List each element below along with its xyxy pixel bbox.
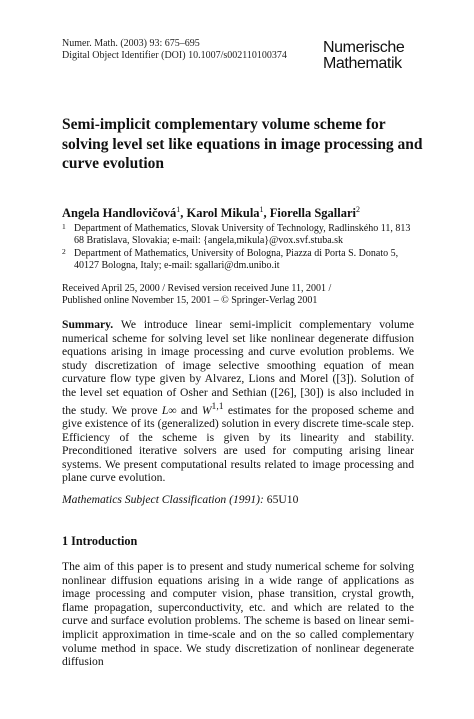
paper-title: Semi-implicit complementary volume scheme for solving level set like equations in image processing and curve evolution bbox=[62, 116, 423, 172]
author-name: Fiorella Sgallari bbox=[269, 206, 357, 221]
sobolev-symbol: W bbox=[201, 403, 212, 417]
msc-label: Mathematics Subject Classification (1991): bbox=[62, 493, 264, 506]
affiliation-number: 1 bbox=[62, 222, 66, 231]
affiliation bbox=[62, 248, 422, 272]
author-affiliation-mark: 2 bbox=[356, 205, 361, 214]
summary-paragraph bbox=[62, 318, 414, 485]
intro-paragraph: The aim of this paper is to present and study numerical scheme for solving nonlinear diffusion equations arising in a wide range of applications as image processing and computer vision, phase transition, crystal growth, flame propagation, superconductivity, etc. and which are related to the curve and surface evolution problems. The scheme is based on linear semi-implicit approximation in time-scale and on the so called complementary volume method in space. We study discretization of nonlinear degenerate diffusion bbox=[62, 560, 414, 669]
journal-header bbox=[62, 38, 287, 62]
logo-line-1: Numerische bbox=[323, 39, 405, 56]
author-affiliation-mark: 1 bbox=[176, 205, 181, 214]
affiliation-text: Department of Mathematics, Slovak University of Technology, Radlinského 11, 813 68 Bratislava, Slovakia; e-mail: {angela,mikula}@vox.svf.stuba.sk bbox=[74, 223, 411, 246]
received-line-2: Published online November 15, 2001 – © Springer-Verlag 2001 bbox=[62, 295, 318, 306]
summary-text: estimates for the proposed scheme and give existence of its (generalized) solution in every discrete time-scale step. Efficiency of the scheme is given by its linearity and stability. Preconditioned iterative solvers are used for computing arising linear systems. We present computational results related to image processing and plane curve evolution. bbox=[62, 403, 415, 485]
summary-text: and bbox=[176, 403, 202, 417]
affiliation-number: 2 bbox=[62, 247, 66, 256]
received-line-1: Received April 25, 2000 / Revised version received June 11, 2001 / bbox=[62, 283, 332, 294]
doi-line: Digital Object Identifier (DOI) 10.1007/s002110100374 bbox=[62, 50, 287, 61]
section-heading: 1 Introduction bbox=[62, 534, 138, 548]
journal-citation: Numer. Math. (2003) 93: 675–695 bbox=[62, 38, 200, 49]
journal-logo bbox=[323, 40, 404, 71]
sobolev-exponent: 1,1 bbox=[211, 400, 224, 412]
author-name: Karol Mikula bbox=[186, 206, 260, 221]
summary-label: Summary. bbox=[62, 318, 114, 331]
author-list bbox=[62, 205, 360, 221]
author-affiliation-mark: 1 bbox=[259, 205, 264, 214]
msc-code: 65U10 bbox=[263, 493, 299, 506]
summary-text: We introduce linear semi-implicit complementary volume numerical scheme for solving level set like nonlinear degenerate diffusion equations arising in image processing and curve evolution problems. We study discretization of image selective smoothing equation of mean curvature flow type given by Alvarez, Lions and Morel ([3]). Solution of the level set equation of Osher and Sethian ([26], [30]) is also included in the study. We prove bbox=[62, 318, 414, 417]
author-separator: , bbox=[263, 206, 270, 221]
author-separator: , bbox=[180, 206, 187, 221]
subject-classification bbox=[62, 493, 298, 506]
affiliation-text: Department of Mathematics, University of Bologna, Piazza di Porta S. Donato 5, 40127 Bologna, Italy; e-mail: sgallari@dm.unibo.it bbox=[74, 248, 399, 271]
l-infinity-symbol: L∞ bbox=[161, 403, 177, 417]
logo-line-2: Mathematik bbox=[323, 55, 402, 72]
affiliation bbox=[62, 223, 422, 247]
author-name: Angela Handlovičová bbox=[62, 206, 177, 221]
received-dates bbox=[62, 283, 331, 307]
